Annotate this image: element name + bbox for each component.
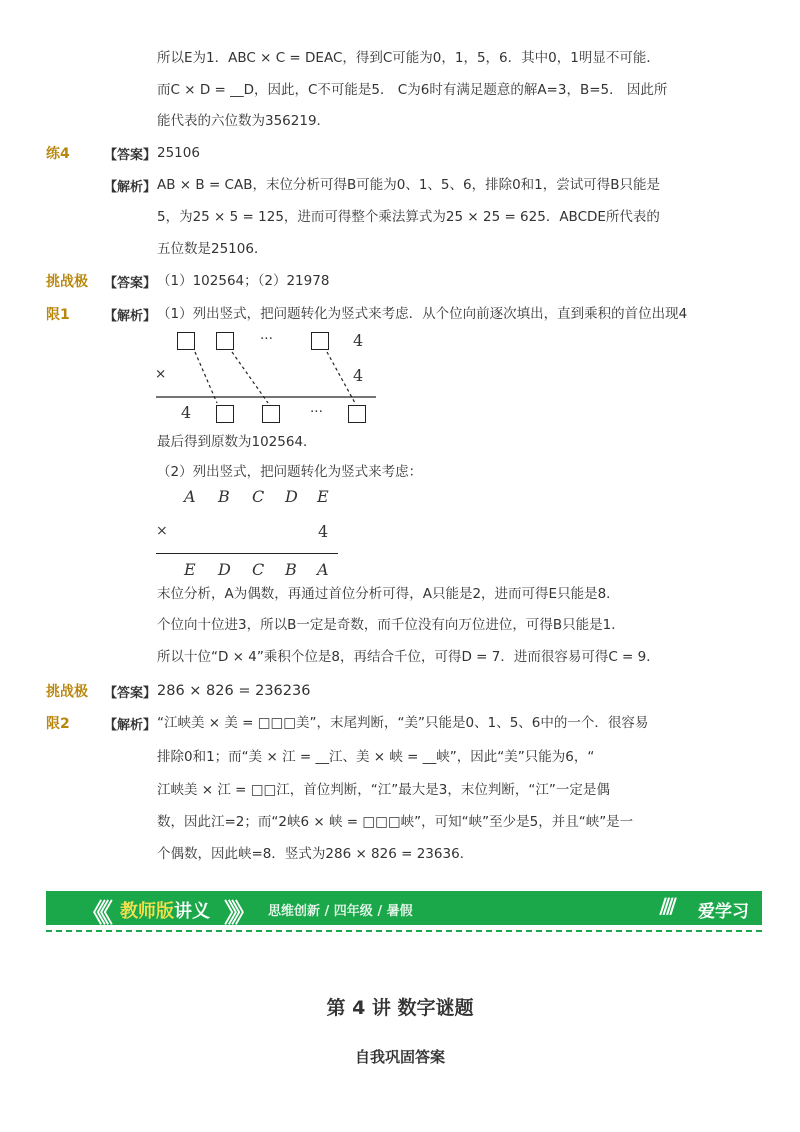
letter: C: [252, 560, 265, 579]
vertical-multiplication-figure-1: [150, 325, 390, 430]
chapter-title: 第 4 讲 数字谜题: [326, 997, 474, 1019]
letter: E: [184, 560, 196, 579]
answer-label: 【答案】: [104, 276, 157, 291]
letter: C: [252, 487, 265, 506]
answer-label: 【答案】: [104, 686, 157, 701]
analysis-label: 【解析】: [104, 180, 157, 195]
chevrons-right-icon: 》》: [224, 899, 252, 929]
text-line: 能代表的六位数为356219．: [157, 113, 331, 129]
analysis-label: 【解析】: [104, 718, 157, 733]
problem-tag: 练4: [46, 146, 70, 162]
digit-box: [216, 405, 234, 423]
brand-name: 爱学习: [698, 902, 749, 922]
text-line: 个偶数，因此峡=8．竖式为286 × 826 = 23636.: [157, 846, 464, 862]
ellipsis: ···: [260, 331, 273, 347]
digit: 4: [318, 522, 329, 541]
answer-text: 25106: [157, 145, 200, 161]
text-line: （1）列出竖式，把问题转化为竖式来考虑．从个位向前逐次填出，直到乘积的首位出现4: [157, 306, 688, 322]
letter: A: [184, 487, 196, 506]
text-line: 江峡美 × 江 = □□江，首位判断，“江”最大是3，末位判断，“江”一定是偶: [157, 782, 610, 798]
vertical-multiplication-figure-2: [150, 485, 350, 580]
problem-tag: 挑战极: [46, 274, 88, 290]
text-line: “江峡美 × 美 = □□□美”，末尾判断，“美”只能是0、1、5、6中的一个．很容易: [157, 715, 649, 731]
section-subtitle: 自我巩固答案: [354, 1048, 445, 1066]
letter: E: [317, 487, 329, 506]
dotted-divider: [46, 930, 762, 932]
answer-label: 【答案】: [104, 148, 157, 163]
text-line: 末位分析，A为偶数，再通过首位分析可得，A只能是2，进而可得E只能是8．: [157, 586, 620, 602]
times-sign: ×: [156, 523, 168, 539]
digit: 4: [181, 403, 192, 422]
digit: 4: [353, 331, 364, 350]
text-line: AB × B = CAB，末位分析可得B可能为0、1、5、6，排除0和1，尝试可得B只能是: [157, 177, 661, 193]
digit-box: [348, 405, 366, 423]
letter: B: [218, 487, 230, 506]
text-line: 最后得到原数为102564．: [157, 434, 317, 450]
problem-tag: 挑战极: [46, 684, 88, 700]
digit-box: [177, 332, 195, 350]
text-line: 所以十位“D × 4”乘积个位是8，再结合千位，可得D = 7．进而很容易可得C = 9．: [157, 649, 660, 665]
digit-box: [216, 332, 234, 350]
text-line: 数，因此江=2；而“2峡6 × 峡 = □□□峡”，可知“峡”至少是5，并且“峡”是一: [157, 814, 634, 830]
problem-tag: 限1: [46, 307, 70, 323]
analysis-label: 【解析】: [104, 309, 157, 324]
letter: D: [285, 487, 298, 506]
brand-logo-icon: ⫽⫽: [660, 895, 674, 920]
digit-box: [262, 405, 280, 423]
answer-text: （1）102564；（2）21978: [157, 273, 330, 289]
ellipsis: ···: [310, 404, 323, 420]
text-line: 所以E为1．ABC × C = DEAC，得到C可能为0，1，5，6．其中0，1明显不可能．: [157, 50, 660, 66]
problem-tag: 限2: [46, 716, 70, 732]
digit-box: [311, 332, 329, 350]
text-line: （2）列出竖式，把问题转化为竖式来考虑：: [157, 464, 423, 480]
digit: 4: [353, 366, 364, 385]
answer-text: 286 × 826 = 236236: [157, 683, 311, 699]
text-line: 个位向十位进3，所以B一定是奇数，而千位没有向万位进位，可得B只能是1．: [157, 617, 625, 633]
chevrons-left-icon: 《《: [80, 899, 108, 929]
letter: D: [218, 560, 231, 579]
footer-banner: [46, 891, 762, 929]
times-sign: ×: [155, 366, 167, 382]
banner-breadcrumb: 思维创新 / 四年级 / 暑假: [268, 904, 413, 919]
text-line: 排除0和1；而“美 × 江 = __江、美 × 峡 = __峡”，因此“美”只能为6，“: [157, 749, 595, 765]
text-line: 五位数是25106．: [157, 241, 268, 257]
text-line: 而C × D = __D，因此，C不可能是5． C为6时有满足题意的解A=3，B=5． 因此所: [157, 82, 668, 98]
banner-title: 教师版讲义: [120, 901, 210, 922]
letter: A: [317, 560, 329, 579]
letter: B: [285, 560, 297, 579]
text-line: 5，为25 × 5 = 125，进而可得整个乘法算式为25 × 25 = 625．ABCDE所代表的: [157, 209, 660, 225]
rule-line: [156, 553, 338, 554]
